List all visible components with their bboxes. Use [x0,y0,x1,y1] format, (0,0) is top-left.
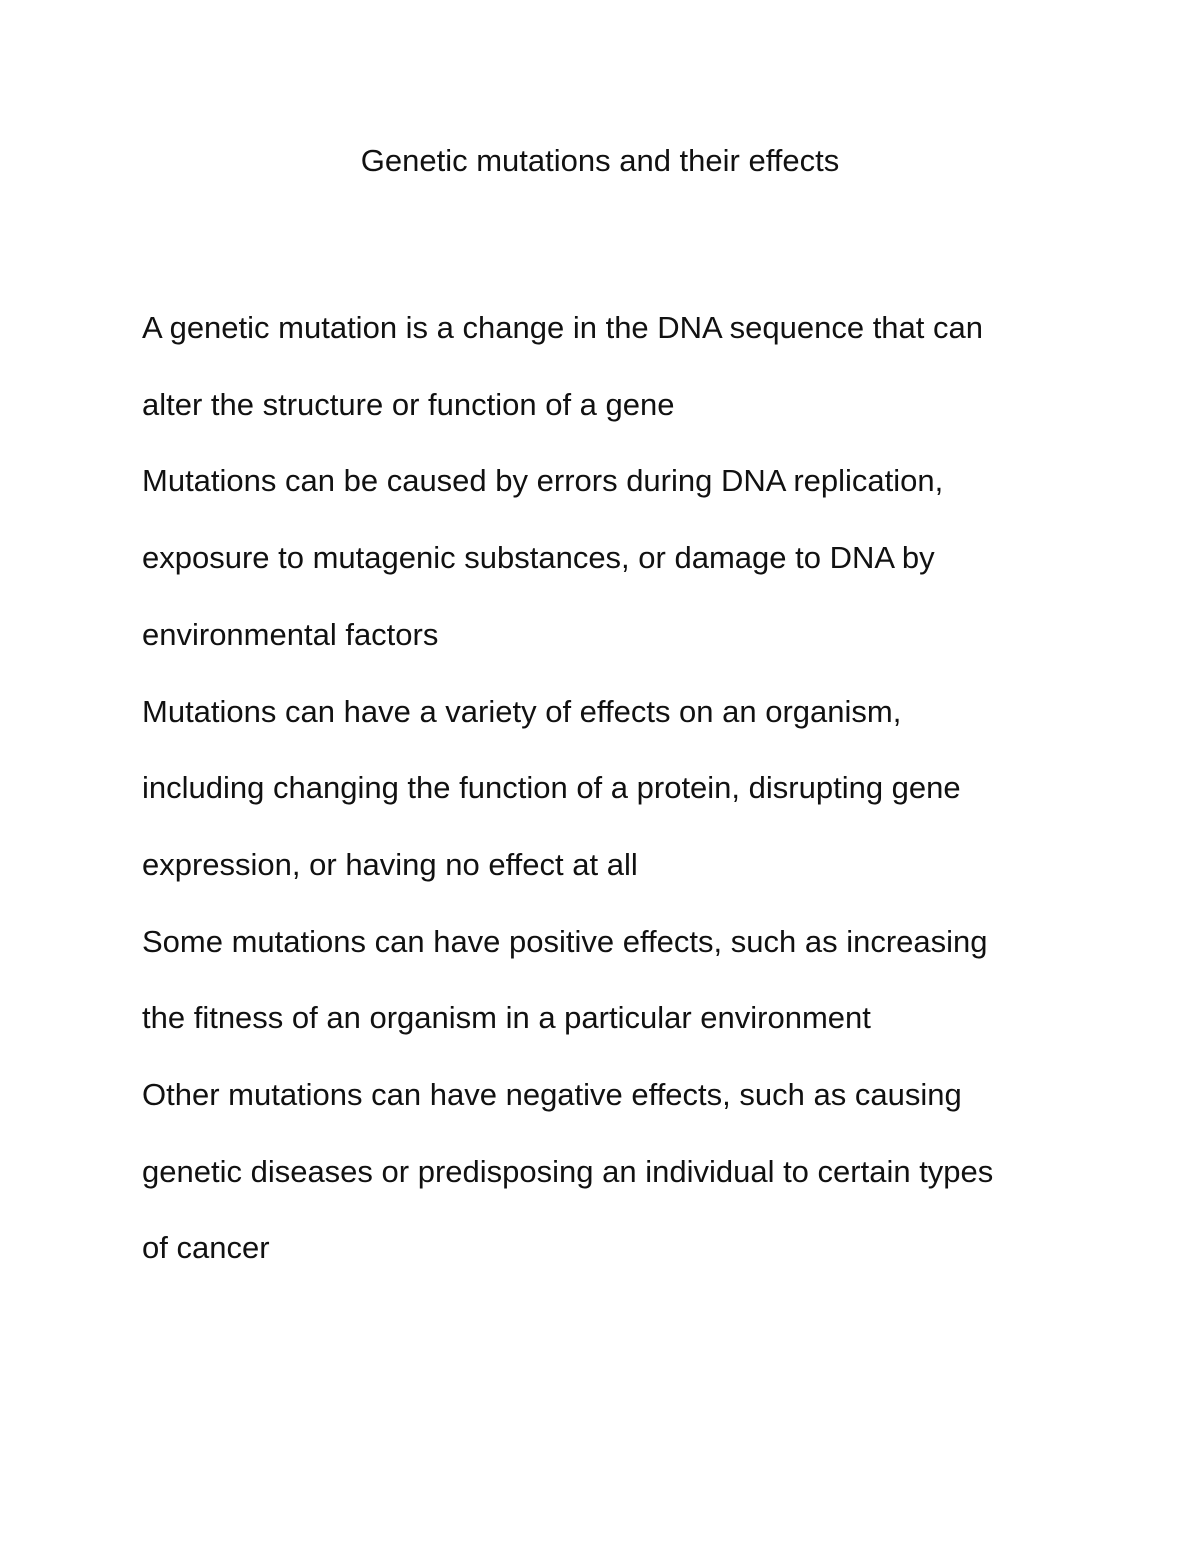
text-line: alter the structure or function of a gene [142,386,675,422]
text-line: genetic diseases or predisposing an individual to certain types [142,1153,994,1189]
text-line: Other mutations can have negative effects, such as causing [142,1077,962,1113]
text-line: Some mutations can have positive effects, such as increasing [142,923,988,959]
text-line: A genetic mutation is a change in the DNA sequence that can [142,310,983,345]
paragraph-positive-effects [142,904,1072,1057]
paragraph-negative-effects [142,1057,1072,1287]
text-line: expression, or having no effect at all [142,846,638,882]
paragraph-definition [142,290,1072,443]
text-line: including changing the function of a protein, disrupting gene [142,770,961,806]
paragraph-effects [142,674,1072,904]
text-line: environmental factors [142,616,439,652]
paragraph-causes [142,443,1072,673]
document-body [142,290,1072,1287]
text-line: Mutations can have a variety of effects on an organism, [142,693,902,729]
text-line: of cancer [142,1230,270,1266]
text-line: exposure to mutagenic substances, or damage to DNA by [142,540,935,576]
text-line: the fitness of an organism in a particular environment [142,1000,871,1036]
text-line: Mutations can be caused by errors during DNA replication, [142,463,944,499]
document-title: Genetic mutations and their effects [360,143,840,178]
